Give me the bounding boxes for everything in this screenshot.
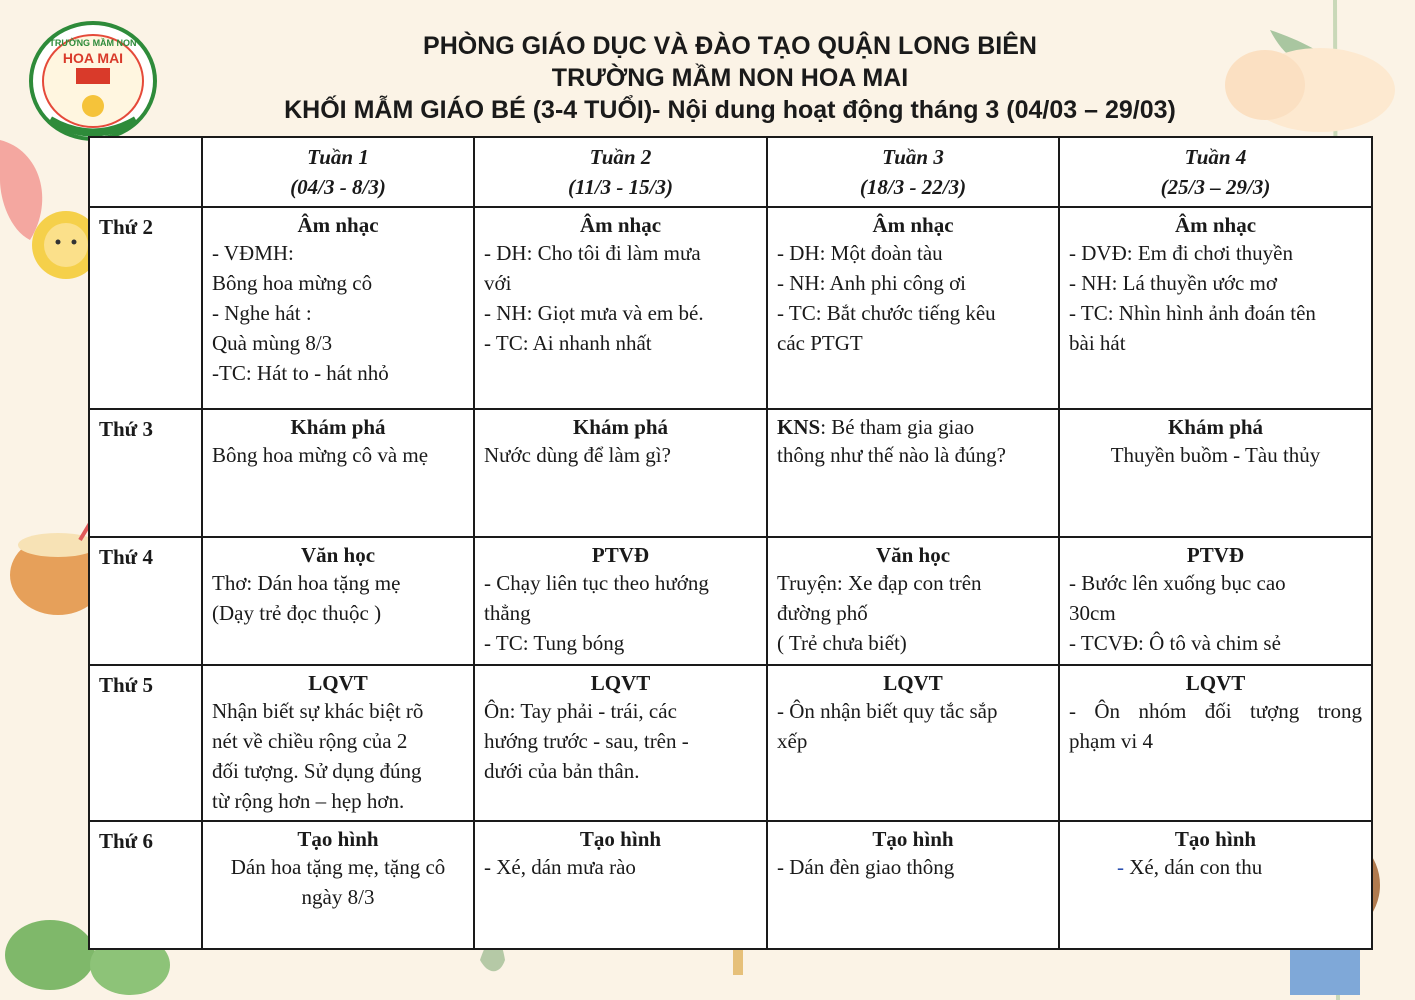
table-row — [89, 537, 1372, 665]
day-label: Thứ 5 — [89, 665, 202, 821]
day-label: Thứ 6 — [89, 821, 202, 949]
week-header-row — [89, 137, 1372, 207]
activity-cell: LQVT - Ôn nhận biết quy tắc sắp xếp — [767, 665, 1059, 821]
activity-cell: Tạo hình - Xé, dán mưa rào — [474, 821, 767, 949]
activity-cell: Âm nhạc - DH: Cho tôi đi làm mưa với - NH: Giọt mưa và em bé. - TC: Ai nhanh nhất — [474, 207, 767, 409]
activity-cell: Âm nhạc - DH: Một đoàn tàu - NH: Anh phi công ơi - TC: Bắt chước tiếng kêu các PTGT — [767, 207, 1059, 409]
activity-cell: Khám phá Nước dùng để làm gì? — [474, 409, 767, 537]
week-2-header: Tuần 2 (11/3 - 15/3) — [474, 137, 767, 207]
page-header — [230, 30, 1230, 126]
activity-cell: Văn học Thơ: Dán hoa tặng mẹ (Dạy trẻ đọc thuộc ) — [202, 537, 474, 665]
activity-cell: PTVĐ - Bước lên xuống bục cao 30cm - TCVĐ: Ô tô và chim sẻ — [1059, 537, 1372, 665]
table-row — [89, 665, 1372, 821]
header-line-3: KHỐI MẪM GIÁO BÉ (3-4 TUỔI)- Nội dung hoạt động tháng 3 (04/03 – 29/03) — [284, 96, 1176, 124]
activity-cell: LQVT Nhận biết sự khác biệt rõ nét về chiều rộng của 2 đối tượng. Sử dụng đúng từ rộng hơn – hẹp hơn. — [202, 665, 474, 821]
activity-cell: Tạo hình - Dán đèn giao thông — [767, 821, 1059, 949]
activity-cell: Khám phá Thuyền buồm - Tàu thủy — [1059, 409, 1372, 537]
activity-cell: Âm nhạc - DVĐ: Em đi chơi thuyền - NH: Lá thuyền ước mơ - TC: Nhìn hình ảnh đoán tên bài hát — [1059, 207, 1372, 409]
header-line-1: PHÒNG GIÁO DỤC VÀ ĐÀO TẠO QUẬN LONG BIÊN — [423, 32, 1037, 60]
pink-leaf-left — [0, 140, 42, 240]
activity-cell: Tạo hình Dán hoa tặng mẹ, tặng cô ngày 8/3 — [202, 821, 474, 949]
activity-cell: LQVT Ôn: Tay phải - trái, các hướng trước - sau, trên - dưới của bản thân. — [474, 665, 767, 821]
header-line-2: TRƯỜNG MẦM NON HOA MAI — [551, 64, 909, 92]
activity-cell: KNS: Bé tham gia giao thông như thế nào là đúng? — [767, 409, 1059, 537]
corner-cell — [89, 137, 202, 207]
table-row — [89, 409, 1372, 537]
logo-arc-text: TRƯỜNG MẦM NON — [49, 38, 137, 48]
activity-cell: PTVĐ - Chạy liên tục theo hướng thẳng - TC: Tung bóng — [474, 537, 767, 665]
day-label: Thứ 4 — [89, 537, 202, 665]
activity-cell: Âm nhạc - VĐMH: Bông hoa mừng cô - Nghe hát : Quà mùng 8/3 -TC: Hát to - hát nhỏ — [202, 207, 474, 409]
activity-cell: Tạo hình - Xé, dán con thu — [1059, 821, 1372, 949]
activity-schedule-table — [88, 136, 1373, 950]
table-row — [89, 207, 1372, 409]
week-1-header: Tuần 1 (04/3 - 8/3) — [202, 137, 474, 207]
table-row — [89, 821, 1372, 949]
week-4-header: Tuần 4 (25/3 – 29/3) — [1059, 137, 1372, 207]
week-3-header: Tuần 3 (18/3 - 22/3) — [767, 137, 1059, 207]
day-label: Thứ 3 — [89, 409, 202, 537]
day-label: Thứ 2 — [89, 207, 202, 409]
activity-cell: LQVT - Ôn nhóm đối tượng trong phạm vi 4 — [1059, 665, 1372, 821]
activity-cell: Văn học Truyện: Xe đạp con trên đường phố ( Trẻ chưa biết) — [767, 537, 1059, 665]
logo-name: HOA MAI — [62, 50, 124, 66]
hamster-icon — [1225, 48, 1395, 132]
activity-cell: Khám phá Bông hoa mừng cô và mẹ — [202, 409, 474, 537]
